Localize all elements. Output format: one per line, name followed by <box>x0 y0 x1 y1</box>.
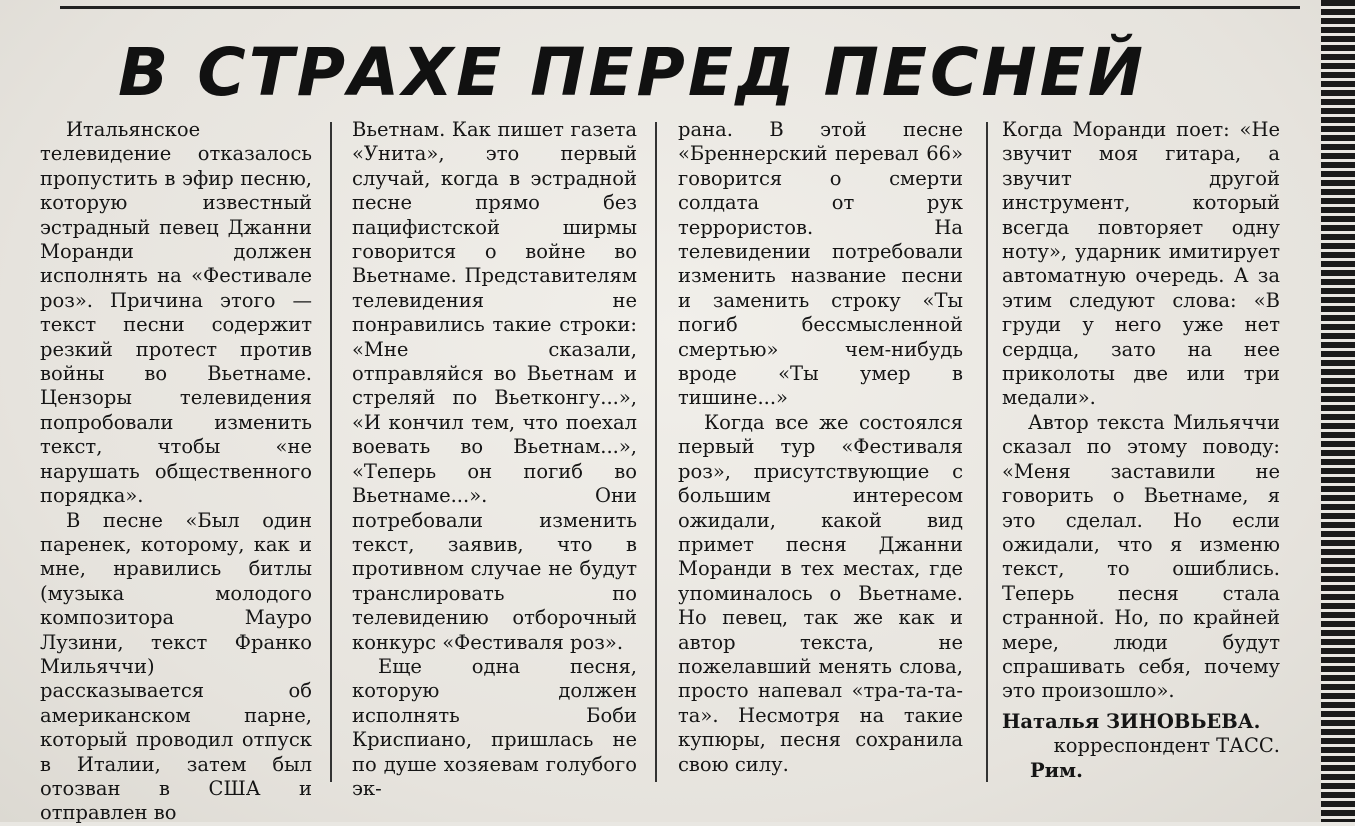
paragraph: Автор текста Мильяччи сказал по этому поводу: «Меня заставили не говорить о Вьетнаме, я это сделал. Но если ожидали, что я изменю текст, то ошиблись. Теперь песня стала странной. Но, по крайней мере, люди будут спрашивать себя, почему это произошло». <box>1002 410 1280 703</box>
article-column-3 <box>678 118 963 777</box>
author-name: Наталья ЗИНОВЬЕВА. <box>1002 709 1261 733</box>
column-divider <box>986 122 988 782</box>
paragraph: В песне «Был один паренек, которому, как и мне, нравились битлы (музыка молодого композитора Мауро Лузини, текст Франко Мильяччи) рассказывается об американском парне, который проводил отпуск в Италии, затем был отозван в США и отправлен во <box>40 508 312 825</box>
paragraph: Когда Моранди поет: «Не звучит моя гитара, а звучит другой инструмент, который всегда повторяет одну ноту», ударник имитирует автоматную очередь. А за этим следуют слова: «В груди у него уже нет сердца, зато на нее приколоты две или три медали». <box>1002 118 1280 410</box>
top-rule <box>60 6 1300 9</box>
paragraph: Когда все же состоялся первый тур «Фестиваля роз», присутствующие с большим интересом ожидали, какой вид примет песня Джанни Моранди в тех местах, где упоминалось о Вьетнаме. Но певец, так же как и автор текста, не пожелавший менять слова, просто напевал «тра-та-та-та». Несмотря на такие купюры, песня сохранила свою силу. <box>678 410 963 776</box>
page-edge-strip <box>1321 0 1355 822</box>
paragraph: Еще одна песня, которую должен исполнять Боби Криспиано, пришлась не по душе хозяевам голубого эк- <box>352 654 637 800</box>
paragraph: рана. В этой песне «Бреннерский перевал 66» говорится о смерти солдата от рук террористов. На телевидении потребовали изменить название песни и заменить строку «Ты погиб бессмысленной смертью» чем-нибудь вроде «Ты умер в тишине...» <box>678 118 963 410</box>
author-role: корреспондент ТАСС. <box>1053 734 1280 758</box>
article-column-1 <box>40 118 312 826</box>
paragraph: Вьетнам. Как пишет газета «Унита», это первый случай, когда в эстрадной песне прямо без пацифистской ширмы говорится о войне во Вьетнаме. Представителям телевидения не понравились такие строки: «Мне сказали, отправляйся во Вьетнам и стреляй по Вьетконгу...», «И кончил тем, что поехал воевать во Вьетнам...», «Теперь он погиб во Вьетнаме...». Они потребовали изменить текст, заявив, что в противном случае не будут транслировать по телевидению отборочный конкурс «Фестиваля роз». <box>352 118 637 654</box>
article-column-2 <box>352 118 637 801</box>
article-headline: В СТРАХЕ ПЕРЕД ПЕСНЕЙ <box>118 34 1146 111</box>
dateline-city: Рим. <box>1030 758 1083 782</box>
article-column-4 <box>1002 118 1280 783</box>
column-divider <box>330 122 332 782</box>
column-divider <box>655 122 657 782</box>
paragraph: Итальянское телевидение отказалось пропустить в эфир песню, которую известный эстрадный певец Джанни Моранди должен исполнять на «Фестивале роз». Причина этого — текст песни содержит резкий протест против войны во Вьетнаме. Цензоры телевидения попробовали изменить текст, чтобы «не нарушать общественного порядка». <box>40 118 312 508</box>
article-signature <box>1002 710 1280 783</box>
